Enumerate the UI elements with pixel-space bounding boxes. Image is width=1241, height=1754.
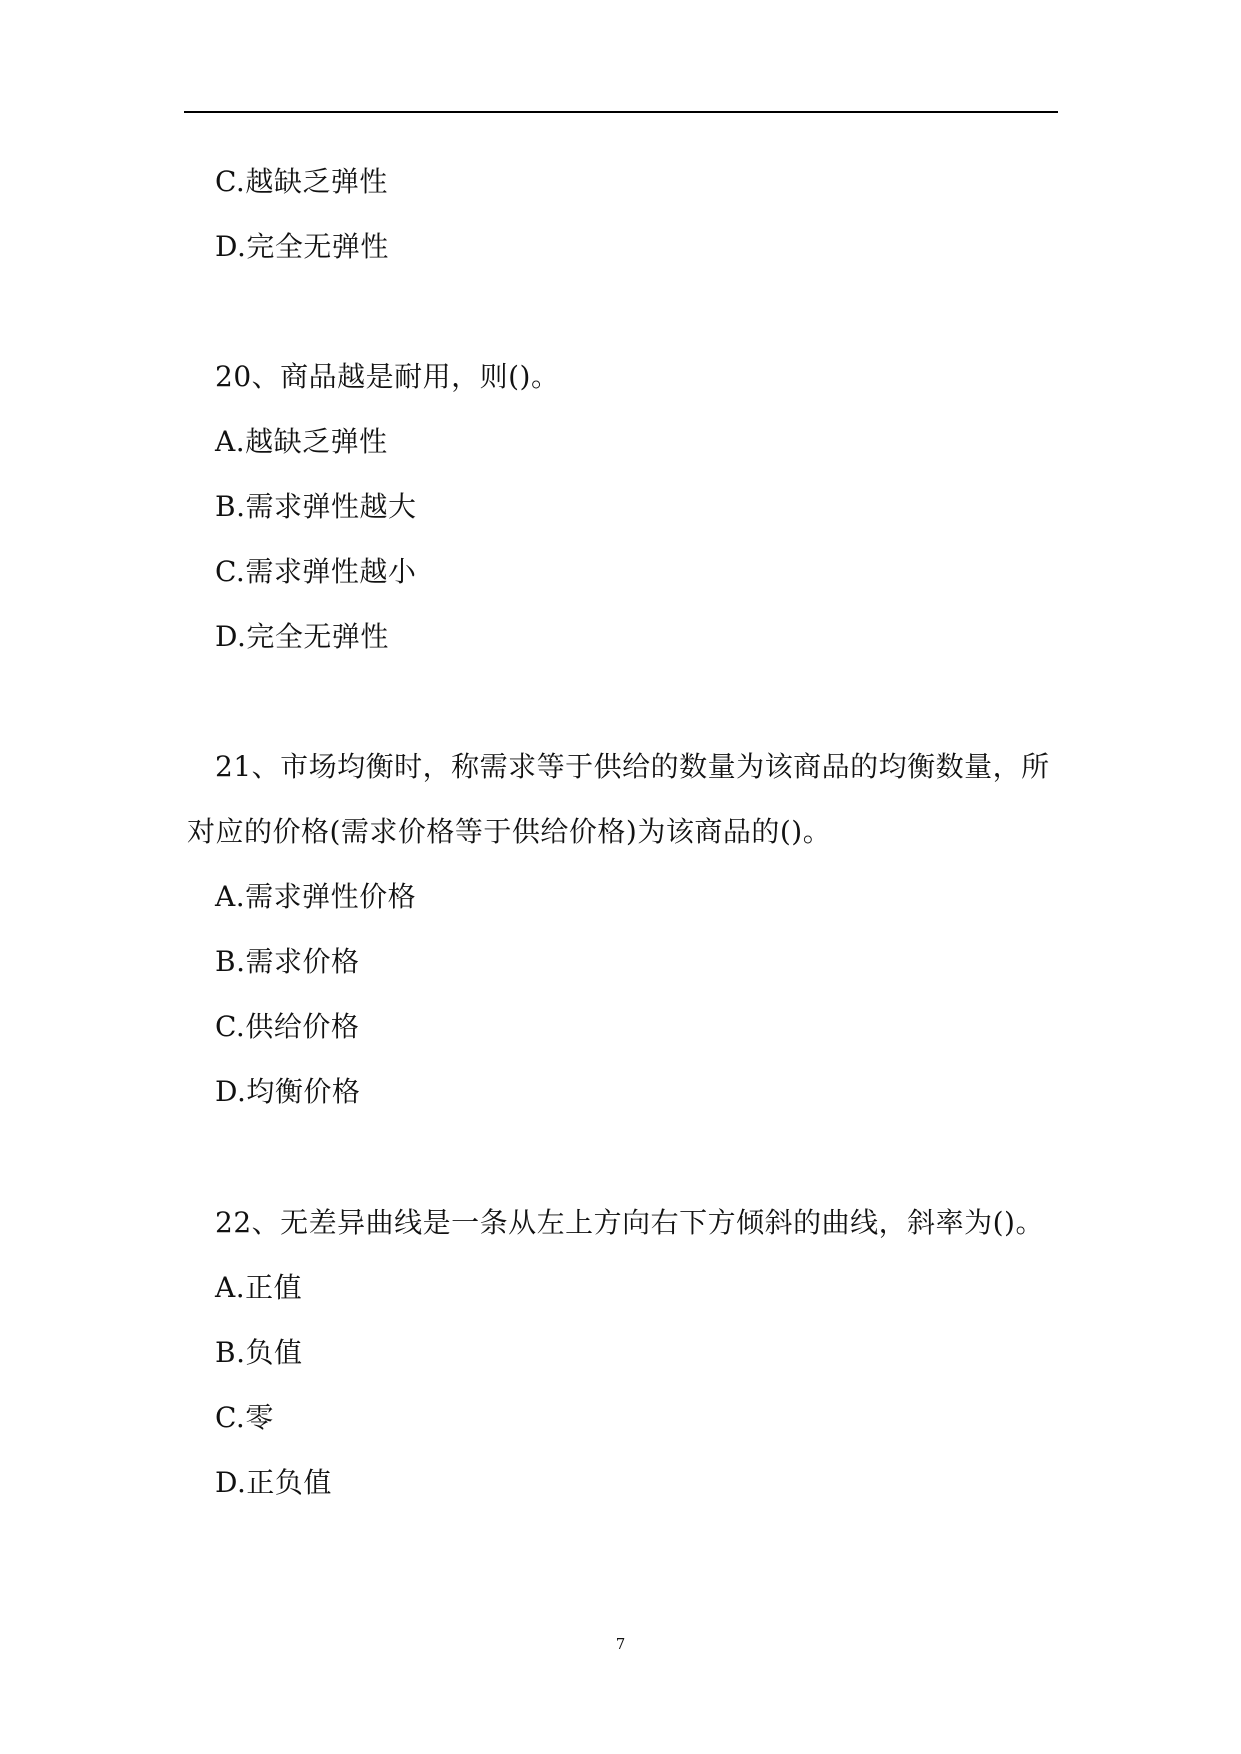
option-text: 需求弹性越大	[245, 490, 417, 523]
option-c	[215, 554, 416, 590]
option-text: 负值	[245, 1336, 303, 1369]
option-d	[215, 619, 389, 655]
option-a	[215, 1270, 302, 1306]
option-label: C.	[215, 555, 246, 588]
option-label: A.	[215, 425, 246, 458]
option-d	[215, 1465, 332, 1501]
option-text: 越缺乏弹性	[245, 425, 388, 458]
option-c	[215, 1009, 359, 1045]
option-c	[215, 164, 388, 200]
option-text: 需求弹性价格	[245, 880, 417, 913]
option-label: B.	[215, 945, 246, 978]
header-rule	[184, 111, 1058, 113]
option-text: 正值	[245, 1271, 303, 1304]
option-b	[215, 1335, 303, 1371]
option-text: 正负值	[246, 1466, 332, 1499]
question-21-stem: 21、市场均衡时，称需求等于供给的数量为该商品的均衡数量，所	[215, 750, 1050, 783]
option-b	[215, 489, 417, 525]
option-text: 需求弹性越小	[245, 555, 417, 588]
option-label: A.	[215, 880, 246, 913]
option-label: C.	[215, 1010, 246, 1043]
option-label: C.	[215, 165, 246, 198]
option-c	[215, 1400, 274, 1436]
option-label: D.	[215, 1075, 247, 1108]
question-21-stem-continuation: 对应的价格(需求价格等于供给价格)为该商品的()。	[187, 815, 832, 848]
option-text: 均衡价格	[246, 1075, 361, 1108]
option-d	[215, 229, 389, 265]
option-label: B.	[215, 1336, 246, 1369]
option-text: 需求价格	[245, 945, 360, 978]
option-label: D.	[215, 620, 247, 653]
option-d	[215, 1074, 360, 1110]
option-label: D.	[215, 230, 247, 263]
option-label: D.	[215, 1466, 247, 1499]
question-22-stem: 22、无差异曲线是一条从左上方向右下方倾斜的曲线，斜率为()。	[215, 1206, 1044, 1239]
option-text: 越缺乏弹性	[245, 165, 388, 198]
option-label: A.	[215, 1271, 246, 1304]
page-number: 7	[615, 1635, 626, 1653]
option-text: 完全无弹性	[246, 230, 389, 263]
option-label: C.	[215, 1401, 246, 1434]
option-b	[215, 944, 360, 980]
option-text: 供给价格	[245, 1010, 360, 1043]
option-text: 零	[245, 1401, 274, 1434]
question-20-stem: 20、商品越是耐用，则()。	[215, 360, 560, 393]
option-a	[215, 879, 416, 915]
option-text: 完全无弹性	[246, 620, 389, 653]
option-a	[215, 424, 388, 460]
option-label: B.	[215, 490, 246, 523]
